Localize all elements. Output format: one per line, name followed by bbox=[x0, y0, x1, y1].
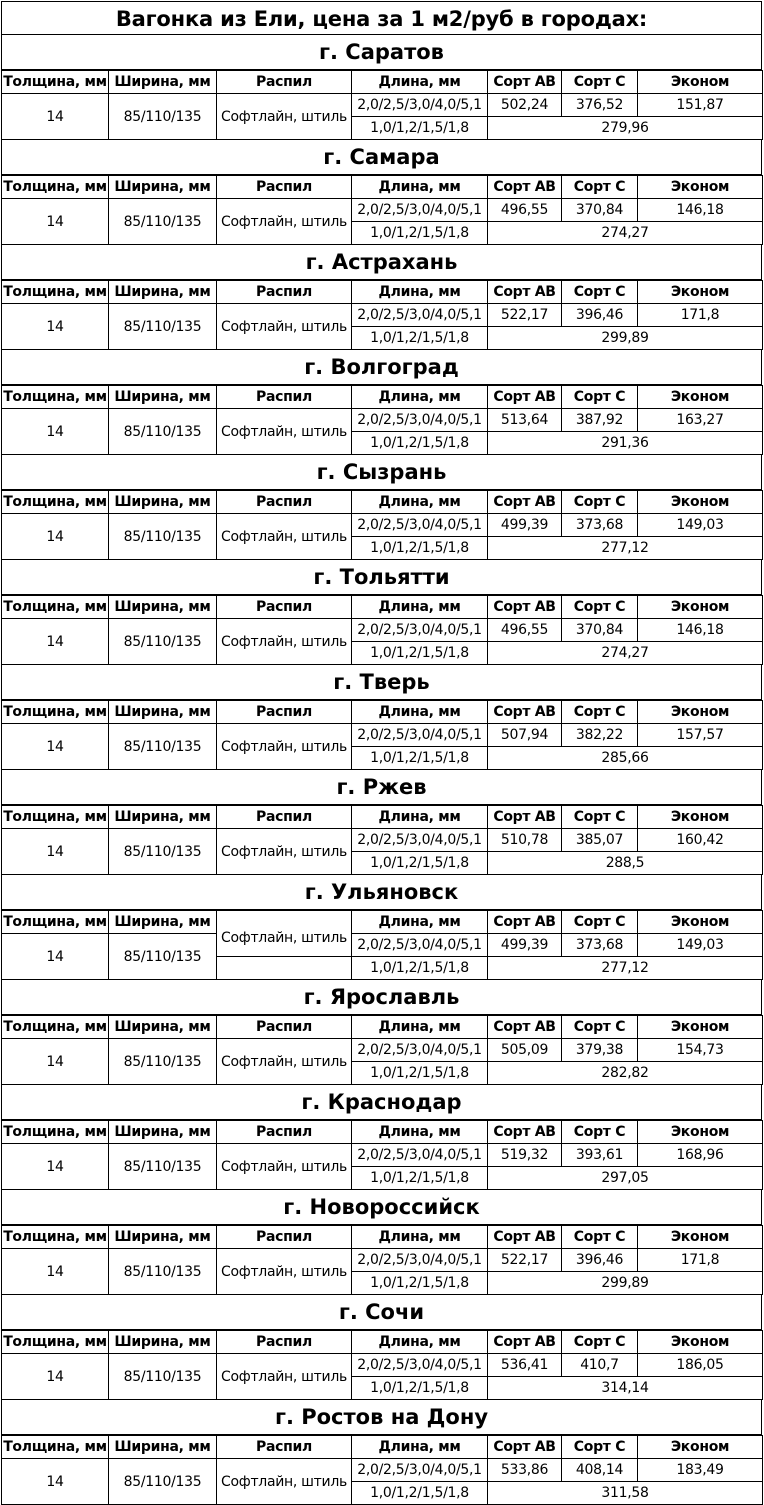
city-block bbox=[1, 245, 762, 350]
city-block bbox=[1, 770, 762, 875]
header-econom: Эконом bbox=[638, 596, 763, 619]
header-econom: Эконом bbox=[638, 281, 763, 304]
cell-length-long: 2,0/2,5/3,0/4,0/5,1 bbox=[352, 934, 488, 957]
cell-thickness: 14 bbox=[2, 304, 109, 350]
cell-length-long: 2,0/2,5/3,0/4,0/5,1 bbox=[352, 304, 488, 327]
city-block bbox=[1, 560, 762, 665]
header-thickness: Толщина, мм bbox=[2, 596, 109, 619]
city-name: г. Астрахань bbox=[1, 245, 762, 280]
header-grade-ab: Сорт АВ bbox=[488, 386, 562, 409]
header-row bbox=[2, 71, 763, 94]
cell-price-c: 396,46 bbox=[562, 1249, 638, 1272]
header-length: Длина, мм bbox=[352, 176, 488, 199]
cell-length-short: 1,0/1,2/1,5/1,8 bbox=[352, 1482, 488, 1505]
price-row-long bbox=[2, 934, 763, 957]
header-grade-c: Сорт С bbox=[562, 806, 638, 829]
header-length: Длина, мм bbox=[352, 806, 488, 829]
cell-price-econom: 163,27 bbox=[638, 409, 763, 432]
city-name: г. Тольятти bbox=[1, 560, 762, 595]
cell-price-short: 297,05 bbox=[488, 1167, 763, 1190]
header-grade-c: Сорт С bbox=[562, 1016, 638, 1039]
city-name: г. Сызрань bbox=[1, 455, 762, 490]
price-table bbox=[1, 280, 763, 350]
cell-price-econom: 149,03 bbox=[638, 934, 763, 957]
header-saw: Распил bbox=[217, 806, 352, 829]
header-row bbox=[2, 176, 763, 199]
header-row bbox=[2, 596, 763, 619]
cell-thickness: 14 bbox=[2, 409, 109, 455]
city-name: г. Ржев bbox=[1, 770, 762, 805]
cell-saw: Софтлайн, штиль bbox=[217, 1459, 352, 1505]
header-length: Длина, мм bbox=[352, 1121, 488, 1144]
cell-price-c: 385,07 bbox=[562, 829, 638, 852]
header-grade-c: Сорт С bbox=[562, 1121, 638, 1144]
cell-length-short: 1,0/1,2/1,5/1,8 bbox=[352, 432, 488, 455]
header-length: Длина, мм bbox=[352, 71, 488, 94]
cell-price-ab: 536,41 bbox=[488, 1354, 562, 1377]
cell-price-short: 277,12 bbox=[488, 537, 763, 560]
cell-price-c: 373,68 bbox=[562, 514, 638, 537]
header-row bbox=[2, 911, 763, 934]
cell-length-long: 2,0/2,5/3,0/4,0/5,1 bbox=[352, 1144, 488, 1167]
cell-price-short: 277,12 bbox=[488, 957, 763, 980]
cell-width: 85/110/135 bbox=[109, 619, 217, 665]
cell-length-short: 1,0/1,2/1,5/1,8 bbox=[352, 537, 488, 560]
cell-width: 85/110/135 bbox=[109, 199, 217, 245]
cell-price-ab: 522,17 bbox=[488, 304, 562, 327]
city-name: г. Краснодар bbox=[1, 1085, 762, 1120]
header-row bbox=[2, 701, 763, 724]
header-econom: Эконом bbox=[638, 1226, 763, 1249]
header-thickness: Толщина, мм bbox=[2, 806, 109, 829]
cell-length-long: 2,0/2,5/3,0/4,0/5,1 bbox=[352, 1039, 488, 1062]
header-grade-c: Сорт С bbox=[562, 71, 638, 94]
header-saw: Распил bbox=[217, 1226, 352, 1249]
cell-price-ab: 502,24 bbox=[488, 94, 562, 117]
header-length: Длина, мм bbox=[352, 701, 488, 724]
cell-length-long: 2,0/2,5/3,0/4,0/5,1 bbox=[352, 514, 488, 537]
cell-thickness: 14 bbox=[2, 199, 109, 245]
city-block bbox=[1, 1190, 762, 1295]
cell-width: 85/110/135 bbox=[109, 409, 217, 455]
header-width: Ширина, мм bbox=[109, 176, 217, 199]
cell-price-ab: 522,17 bbox=[488, 1249, 562, 1272]
cell-thickness: 14 bbox=[2, 829, 109, 875]
cell-thickness: 14 bbox=[2, 1039, 109, 1085]
header-width: Ширина, мм bbox=[109, 491, 217, 514]
cell-length-long: 2,0/2,5/3,0/4,0/5,1 bbox=[352, 1354, 488, 1377]
price-table bbox=[1, 175, 763, 245]
cell-price-short: 274,27 bbox=[488, 222, 763, 245]
cell-price-c: 408,14 bbox=[562, 1459, 638, 1482]
city-name: г. Ростов на Дону bbox=[1, 1400, 762, 1435]
cell-price-c: 382,22 bbox=[562, 724, 638, 747]
cell-price-ab: 510,78 bbox=[488, 829, 562, 852]
header-saw: Распил bbox=[217, 1331, 352, 1354]
header-econom: Эконом bbox=[638, 491, 763, 514]
header-width: Ширина, мм bbox=[109, 701, 217, 724]
cell-price-ab: 496,55 bbox=[488, 619, 562, 642]
cell-saw: Софтлайн, штиль bbox=[217, 1039, 352, 1085]
cell-price-c: 376,52 bbox=[562, 94, 638, 117]
cell-price-ab: 499,39 bbox=[488, 934, 562, 957]
city-name: г. Самара bbox=[1, 140, 762, 175]
cell-price-short: 299,89 bbox=[488, 327, 763, 350]
header-econom: Эконом bbox=[638, 1436, 763, 1459]
city-name: г. Сочи bbox=[1, 1295, 762, 1330]
cell-price-short: 311,58 bbox=[488, 1482, 763, 1505]
header-grade-ab: Сорт АВ bbox=[488, 491, 562, 514]
header-grade-ab: Сорт АВ bbox=[488, 911, 562, 934]
cell-price-ab: 519,32 bbox=[488, 1144, 562, 1167]
price-row-long bbox=[2, 619, 763, 642]
cell-saw-empty bbox=[217, 957, 352, 980]
header-length: Длина, мм bbox=[352, 911, 488, 934]
price-table bbox=[1, 1120, 763, 1190]
price-row-long bbox=[2, 1144, 763, 1167]
cell-saw: Софтлайн, штиль bbox=[217, 1144, 352, 1190]
header-width: Ширина, мм bbox=[109, 1436, 217, 1459]
city-block bbox=[1, 980, 762, 1085]
header-grade-c: Сорт С bbox=[562, 176, 638, 199]
cell-price-c: 387,92 bbox=[562, 409, 638, 432]
cell-price-econom: 146,18 bbox=[638, 619, 763, 642]
cell-saw: Софтлайн, штиль bbox=[217, 1249, 352, 1295]
price-row-long bbox=[2, 304, 763, 327]
header-width: Ширина, мм bbox=[109, 1016, 217, 1039]
header-thickness: Толщина, мм bbox=[2, 1226, 109, 1249]
price-sheet bbox=[1, 1, 762, 1501]
cell-saw: Софтлайн, штиль bbox=[217, 514, 352, 560]
header-grade-ab: Сорт АВ bbox=[488, 1226, 562, 1249]
header-grade-ab: Сорт АВ bbox=[488, 71, 562, 94]
header-grade-c: Сорт С bbox=[562, 701, 638, 724]
header-width: Ширина, мм bbox=[109, 806, 217, 829]
cell-length-long: 2,0/2,5/3,0/4,0/5,1 bbox=[352, 94, 488, 117]
cell-thickness: 14 bbox=[2, 619, 109, 665]
cell-length-long: 2,0/2,5/3,0/4,0/5,1 bbox=[352, 829, 488, 852]
price-row-long bbox=[2, 199, 763, 222]
cell-saw: Софтлайн, штиль bbox=[217, 724, 352, 770]
cell-price-short: 274,27 bbox=[488, 642, 763, 665]
cell-width: 85/110/135 bbox=[109, 94, 217, 140]
cell-width: 85/110/135 bbox=[109, 1249, 217, 1295]
cell-price-short: 285,66 bbox=[488, 747, 763, 770]
header-row bbox=[2, 1331, 763, 1354]
cell-thickness: 14 bbox=[2, 1249, 109, 1295]
header-row bbox=[2, 806, 763, 829]
cell-saw: Софтлайн, штиль bbox=[217, 911, 352, 957]
city-name: г. Волгоград bbox=[1, 350, 762, 385]
cell-width: 85/110/135 bbox=[109, 1039, 217, 1085]
city-block bbox=[1, 1085, 762, 1190]
header-thickness: Толщина, мм bbox=[2, 71, 109, 94]
price-table bbox=[1, 1435, 763, 1505]
header-grade-ab: Сорт АВ bbox=[488, 1331, 562, 1354]
price-row-long bbox=[2, 1249, 763, 1272]
header-row bbox=[2, 491, 763, 514]
city-block bbox=[1, 1295, 762, 1400]
cell-price-c: 396,46 bbox=[562, 304, 638, 327]
header-econom: Эконом bbox=[638, 911, 763, 934]
header-saw: Распил bbox=[217, 701, 352, 724]
city-block bbox=[1, 35, 762, 140]
header-econom: Эконом bbox=[638, 386, 763, 409]
price-row-long bbox=[2, 1459, 763, 1482]
cell-price-econom: 160,42 bbox=[638, 829, 763, 852]
cell-length-long: 2,0/2,5/3,0/4,0/5,1 bbox=[352, 724, 488, 747]
cell-price-econom: 154,73 bbox=[638, 1039, 763, 1062]
header-width: Ширина, мм bbox=[109, 386, 217, 409]
cell-price-c: 410,7 bbox=[562, 1354, 638, 1377]
cell-length-short: 1,0/1,2/1,5/1,8 bbox=[352, 1062, 488, 1085]
cell-length-short: 1,0/1,2/1,5/1,8 bbox=[352, 327, 488, 350]
city-block bbox=[1, 455, 762, 560]
cell-price-econom: 186,05 bbox=[638, 1354, 763, 1377]
header-grade-ab: Сорт АВ bbox=[488, 176, 562, 199]
header-econom: Эконом bbox=[638, 1016, 763, 1039]
header-row bbox=[2, 386, 763, 409]
cell-thickness: 14 bbox=[2, 934, 109, 980]
price-table bbox=[1, 385, 763, 455]
cell-price-ab: 533,86 bbox=[488, 1459, 562, 1482]
header-row bbox=[2, 1121, 763, 1144]
cell-thickness: 14 bbox=[2, 1354, 109, 1400]
price-row-long bbox=[2, 514, 763, 537]
header-saw: Распил bbox=[217, 386, 352, 409]
cell-length-long: 2,0/2,5/3,0/4,0/5,1 bbox=[352, 619, 488, 642]
price-table bbox=[1, 805, 763, 875]
cell-price-ab: 505,09 bbox=[488, 1039, 562, 1062]
cell-length-short: 1,0/1,2/1,5/1,8 bbox=[352, 1167, 488, 1190]
price-table bbox=[1, 910, 763, 980]
header-length: Длина, мм bbox=[352, 1331, 488, 1354]
cell-price-ab: 507,94 bbox=[488, 724, 562, 747]
header-thickness: Толщина, мм bbox=[2, 1331, 109, 1354]
cell-price-econom: 146,18 bbox=[638, 199, 763, 222]
cell-saw: Софтлайн, штиль bbox=[217, 304, 352, 350]
cell-saw: Софтлайн, штиль bbox=[217, 1354, 352, 1400]
cell-length-short: 1,0/1,2/1,5/1,8 bbox=[352, 1272, 488, 1295]
city-block bbox=[1, 875, 762, 980]
cell-price-econom: 168,96 bbox=[638, 1144, 763, 1167]
cell-price-short: 291,36 bbox=[488, 432, 763, 455]
header-width: Ширина, мм bbox=[109, 911, 217, 934]
cell-price-econom: 151,87 bbox=[638, 94, 763, 117]
cell-price-c: 393,61 bbox=[562, 1144, 638, 1167]
header-thickness: Толщина, мм bbox=[2, 491, 109, 514]
header-row bbox=[2, 1436, 763, 1459]
header-width: Ширина, мм bbox=[109, 596, 217, 619]
header-saw: Распил bbox=[217, 1121, 352, 1144]
header-length: Длина, мм bbox=[352, 1016, 488, 1039]
price-row-long bbox=[2, 1039, 763, 1062]
header-length: Длина, мм bbox=[352, 1436, 488, 1459]
header-grade-c: Сорт С bbox=[562, 596, 638, 619]
cell-width: 85/110/135 bbox=[109, 829, 217, 875]
header-econom: Эконом bbox=[638, 71, 763, 94]
city-name: г. Новороссийск bbox=[1, 1190, 762, 1225]
cell-width: 85/110/135 bbox=[109, 724, 217, 770]
header-saw: Распил bbox=[217, 71, 352, 94]
header-grade-ab: Сорт АВ bbox=[488, 1121, 562, 1144]
cell-price-c: 379,38 bbox=[562, 1039, 638, 1062]
cell-length-short: 1,0/1,2/1,5/1,8 bbox=[352, 747, 488, 770]
header-thickness: Толщина, мм bbox=[2, 176, 109, 199]
cell-price-short: 299,89 bbox=[488, 1272, 763, 1295]
city-name: г. Тверь bbox=[1, 665, 762, 700]
header-saw: Распил bbox=[217, 1016, 352, 1039]
header-width: Ширина, мм bbox=[109, 281, 217, 304]
cell-saw: Софтлайн, штиль bbox=[217, 94, 352, 140]
cell-width: 85/110/135 bbox=[109, 934, 217, 980]
cell-length-short: 1,0/1,2/1,5/1,8 bbox=[352, 117, 488, 140]
price-table bbox=[1, 1330, 763, 1400]
header-grade-ab: Сорт АВ bbox=[488, 1436, 562, 1459]
cell-width: 85/110/135 bbox=[109, 1459, 217, 1505]
cell-price-short: 279,96 bbox=[488, 117, 763, 140]
city-block bbox=[1, 140, 762, 245]
header-width: Ширина, мм bbox=[109, 71, 217, 94]
price-row-long bbox=[2, 409, 763, 432]
header-length: Длина, мм bbox=[352, 491, 488, 514]
cell-price-econom: 157,57 bbox=[638, 724, 763, 747]
header-grade-ab: Сорт АВ bbox=[488, 596, 562, 619]
cell-price-econom: 171,8 bbox=[638, 304, 763, 327]
cell-length-short: 1,0/1,2/1,5/1,8 bbox=[352, 1377, 488, 1400]
cell-thickness: 14 bbox=[2, 514, 109, 560]
cell-length-short: 1,0/1,2/1,5/1,8 bbox=[352, 222, 488, 245]
header-econom: Эконом bbox=[638, 806, 763, 829]
header-width: Ширина, мм bbox=[109, 1121, 217, 1144]
cell-price-econom: 149,03 bbox=[638, 514, 763, 537]
header-grade-ab: Сорт АВ bbox=[488, 701, 562, 724]
cell-saw: Софтлайн, штиль bbox=[217, 409, 352, 455]
sheet-title: Вагонка из Ели, цена за 1 м2/руб в городах: bbox=[1, 1, 762, 35]
header-grade-c: Сорт С bbox=[562, 281, 638, 304]
header-saw: Распил bbox=[217, 176, 352, 199]
cell-length-short: 1,0/1,2/1,5/1,8 bbox=[352, 852, 488, 875]
header-grade-c: Сорт С bbox=[562, 1331, 638, 1354]
header-thickness: Толщина, мм bbox=[2, 1436, 109, 1459]
header-length: Длина, мм bbox=[352, 386, 488, 409]
header-grade-ab: Сорт АВ bbox=[488, 806, 562, 829]
cell-width: 85/110/135 bbox=[109, 1354, 217, 1400]
cell-width: 85/110/135 bbox=[109, 304, 217, 350]
header-thickness: Толщина, мм bbox=[2, 281, 109, 304]
cell-width: 85/110/135 bbox=[109, 514, 217, 560]
header-saw: Распил bbox=[217, 491, 352, 514]
header-thickness: Толщина, мм bbox=[2, 386, 109, 409]
price-row-long bbox=[2, 1354, 763, 1377]
header-width: Ширина, мм bbox=[109, 1226, 217, 1249]
price-table bbox=[1, 1015, 763, 1085]
cell-saw: Софтлайн, штиль bbox=[217, 619, 352, 665]
price-table bbox=[1, 490, 763, 560]
header-length: Длина, мм bbox=[352, 281, 488, 304]
cell-length-short: 1,0/1,2/1,5/1,8 bbox=[352, 642, 488, 665]
price-row-long bbox=[2, 94, 763, 117]
cell-width: 85/110/135 bbox=[109, 1144, 217, 1190]
cell-saw: Софтлайн, штиль bbox=[217, 829, 352, 875]
cell-length-long: 2,0/2,5/3,0/4,0/5,1 bbox=[352, 409, 488, 432]
header-econom: Эконом bbox=[638, 176, 763, 199]
header-grade-c: Сорт С bbox=[562, 1436, 638, 1459]
header-econom: Эконом bbox=[638, 701, 763, 724]
cell-price-short: 282,82 bbox=[488, 1062, 763, 1085]
cell-price-short: 314,14 bbox=[488, 1377, 763, 1400]
header-row bbox=[2, 1016, 763, 1039]
price-table bbox=[1, 595, 763, 665]
cell-thickness: 14 bbox=[2, 94, 109, 140]
header-grade-c: Сорт С bbox=[562, 386, 638, 409]
cell-price-c: 370,84 bbox=[562, 619, 638, 642]
cell-thickness: 14 bbox=[2, 1144, 109, 1190]
header-length: Длина, мм bbox=[352, 1226, 488, 1249]
city-block bbox=[1, 350, 762, 455]
city-name: г. Саратов bbox=[1, 35, 762, 70]
header-saw: Распил bbox=[217, 596, 352, 619]
price-table bbox=[1, 70, 763, 140]
cell-length-long: 2,0/2,5/3,0/4,0/5,1 bbox=[352, 1249, 488, 1272]
price-table bbox=[1, 700, 763, 770]
header-grade-c: Сорт С bbox=[562, 1226, 638, 1249]
header-length: Длина, мм bbox=[352, 596, 488, 619]
header-saw: Распил bbox=[217, 1436, 352, 1459]
header-grade-ab: Сорт АВ bbox=[488, 1016, 562, 1039]
city-block bbox=[1, 1400, 762, 1505]
header-row bbox=[2, 281, 763, 304]
header-grade-c: Сорт С bbox=[562, 491, 638, 514]
header-saw: Распил bbox=[217, 281, 352, 304]
price-row-long bbox=[2, 724, 763, 747]
header-row bbox=[2, 1226, 763, 1249]
header-thickness: Толщина, мм bbox=[2, 911, 109, 934]
header-thickness: Толщина, мм bbox=[2, 701, 109, 724]
header-econom: Эконом bbox=[638, 1121, 763, 1144]
cell-thickness: 14 bbox=[2, 1459, 109, 1505]
city-name: г. Ульяновск bbox=[1, 875, 762, 910]
cell-price-c: 373,68 bbox=[562, 934, 638, 957]
cell-saw: Софтлайн, штиль bbox=[217, 199, 352, 245]
cell-price-short: 288,5 bbox=[488, 852, 763, 875]
header-grade-c: Сорт С bbox=[562, 911, 638, 934]
header-grade-ab: Сорт АВ bbox=[488, 281, 562, 304]
price-row-long bbox=[2, 829, 763, 852]
city-block bbox=[1, 665, 762, 770]
cell-length-short: 1,0/1,2/1,5/1,8 bbox=[352, 957, 488, 980]
cell-price-ab: 499,39 bbox=[488, 514, 562, 537]
price-table bbox=[1, 1225, 763, 1295]
cell-thickness: 14 bbox=[2, 724, 109, 770]
header-econom: Эконом bbox=[638, 1331, 763, 1354]
cell-length-long: 2,0/2,5/3,0/4,0/5,1 bbox=[352, 1459, 488, 1482]
cell-price-c: 370,84 bbox=[562, 199, 638, 222]
cell-price-ab: 496,55 bbox=[488, 199, 562, 222]
header-thickness: Толщина, мм bbox=[2, 1016, 109, 1039]
cell-price-econom: 183,49 bbox=[638, 1459, 763, 1482]
header-width: Ширина, мм bbox=[109, 1331, 217, 1354]
cell-price-ab: 513,64 bbox=[488, 409, 562, 432]
header-thickness: Толщина, мм bbox=[2, 1121, 109, 1144]
cell-price-econom: 171,8 bbox=[638, 1249, 763, 1272]
cell-length-long: 2,0/2,5/3,0/4,0/5,1 bbox=[352, 199, 488, 222]
city-name: г. Ярославль bbox=[1, 980, 762, 1015]
